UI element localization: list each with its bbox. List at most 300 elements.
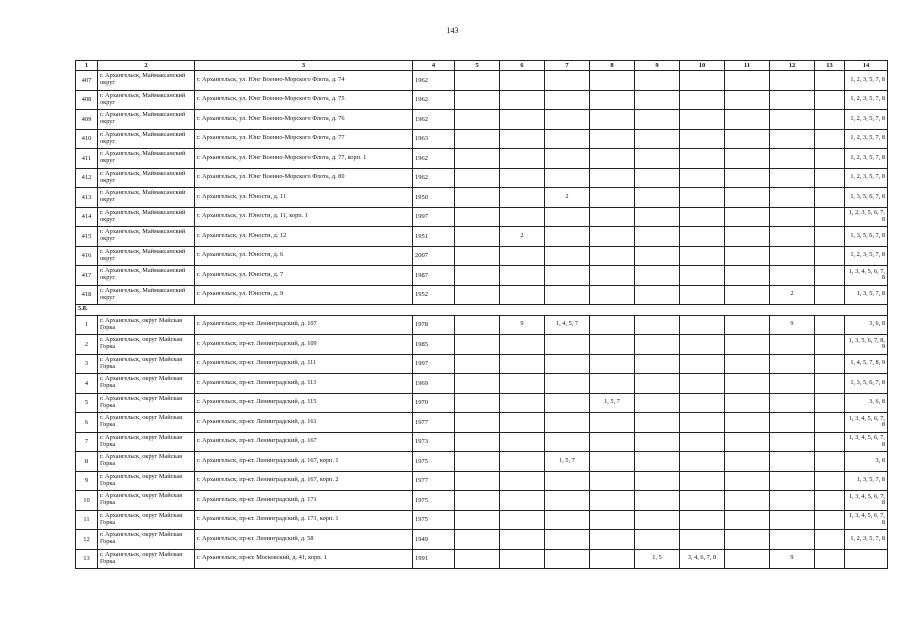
district-cell: г. Архангельск, округ Майская Горка (98, 530, 195, 550)
col8-cell (590, 129, 635, 149)
col5-cell (455, 207, 500, 227)
col6-cell (500, 71, 545, 91)
col11-cell (725, 71, 770, 91)
col5-cell (455, 168, 500, 188)
col6-cell (500, 354, 545, 374)
col10-cell (680, 90, 725, 110)
col8-cell (590, 549, 635, 569)
col13-cell (815, 335, 845, 355)
col7-cell (545, 530, 590, 550)
col12-cell: 9 (770, 315, 815, 335)
col8-cell (590, 491, 635, 511)
col5-cell (455, 129, 500, 149)
col7-cell (545, 354, 590, 374)
col14-cell (845, 549, 888, 569)
col8-cell (590, 71, 635, 91)
year-cell: 1975 (413, 510, 455, 530)
table-row (76, 471, 888, 491)
col14-cell: 3, 6, 8 (845, 315, 888, 335)
col9-cell (635, 129, 680, 149)
col7-cell (545, 246, 590, 266)
district-cell: г. Архангельск, округ Майская Горка (98, 413, 195, 433)
address-cell: г. Архангельск, ул. Юнг Военно-Морского Флота, д. 77 (195, 129, 413, 149)
table-row (76, 432, 888, 452)
column-header: 12 (770, 61, 815, 71)
table-row (76, 530, 888, 550)
col12-cell: 2 (770, 285, 815, 305)
column-header: 8 (590, 61, 635, 71)
col6-cell (500, 374, 545, 394)
row-number-cell: 418 (76, 285, 98, 305)
col11-cell (725, 266, 770, 286)
col12-cell (770, 71, 815, 91)
col13-cell (815, 393, 845, 413)
address-cell: г. Архангельск, пр-кт. Ленинградский, д. 109 (195, 335, 413, 355)
address-cell: г. Архангельск, пр-кт. Ленинградский, д. 167, корп. 2 (195, 471, 413, 491)
column-header: 3 (195, 61, 413, 71)
col14-cell: 1, 3, 5, 6, 7, 8 (845, 227, 888, 247)
year-cell: 1962 (413, 168, 455, 188)
col6-cell (500, 432, 545, 452)
col11-cell (725, 90, 770, 110)
table-row (76, 71, 888, 91)
col9-cell (635, 188, 680, 208)
col11-cell (725, 335, 770, 355)
col12-cell (770, 354, 815, 374)
col13-cell (815, 530, 845, 550)
col12-cell (770, 413, 815, 433)
col6-cell (500, 471, 545, 491)
col12-cell (770, 149, 815, 169)
table-row (76, 149, 888, 169)
col11-cell (725, 471, 770, 491)
address-cell: г. Архангельск, ул. Юнг Военно-Морского Флота, д. 77, корп. 1 (195, 149, 413, 169)
col9-cell (635, 432, 680, 452)
col14-cell: 3, 8 (845, 452, 888, 472)
col13-cell (815, 129, 845, 149)
col6-cell (500, 207, 545, 227)
district-cell: г. Архангельск, Маймаксанский округ (98, 285, 195, 305)
col8-cell (590, 510, 635, 530)
col12-cell: 9 (770, 549, 815, 569)
col6-cell (500, 530, 545, 550)
year-cell: 1973 (413, 432, 455, 452)
col5-cell (455, 393, 500, 413)
row-number-cell: 415 (76, 227, 98, 247)
col12-cell (770, 491, 815, 511)
col14-cell: 1, 3, 5, 7, 8 (845, 471, 888, 491)
col10-cell (680, 285, 725, 305)
col10-cell (680, 530, 725, 550)
col13-cell (815, 246, 845, 266)
col6-cell (500, 491, 545, 511)
col5-cell (455, 90, 500, 110)
address-cell: г. Архангельск, ул. Юнг Военно-Морского Флота, д. 75 (195, 90, 413, 110)
district-cell: г. Архангельск, округ Майская Горка (98, 549, 195, 569)
table-row (76, 129, 888, 149)
col6-cell: 2 (500, 227, 545, 247)
table-row (76, 374, 888, 394)
col8-cell (590, 168, 635, 188)
col7-cell (545, 374, 590, 394)
col9-cell (635, 335, 680, 355)
col13-cell (815, 549, 845, 569)
housing-register-table (75, 60, 888, 569)
address-cell: г. Архангельск, ул. Юности, д. 9 (195, 285, 413, 305)
col7-cell (545, 266, 590, 286)
column-header: 7 (545, 61, 590, 71)
col5-cell (455, 266, 500, 286)
column-header: 9 (635, 61, 680, 71)
col5-cell (455, 246, 500, 266)
row-number-cell: 414 (76, 207, 98, 227)
col9-cell (635, 530, 680, 550)
col8-cell (590, 266, 635, 286)
col5-cell (455, 549, 500, 569)
year-cell: 1962 (413, 90, 455, 110)
address-cell: г. Архангельск, пр-кт. Ленинградский, д. 161 (195, 413, 413, 433)
col8-cell (590, 110, 635, 130)
col12-cell (770, 266, 815, 286)
district-cell: г. Архангельск, округ Майская Горка (98, 393, 195, 413)
row-number-cell: 6 (76, 413, 98, 433)
col14-cell: 1, 3, 4, 5, 6, 7, 8 (845, 510, 888, 530)
table-row (76, 549, 888, 569)
year-cell: 1969 (413, 374, 455, 394)
col6-cell (500, 90, 545, 110)
col5-cell (455, 530, 500, 550)
col10-cell: 3, 4, 6, 7, 8 (680, 549, 725, 569)
col13-cell (815, 374, 845, 394)
col7-cell (545, 491, 590, 511)
col8-cell (590, 335, 635, 355)
address-cell: г. Архангельск, ул. Юности, д. 6 (195, 246, 413, 266)
col10-cell (680, 188, 725, 208)
table-row (76, 393, 888, 413)
col10-cell (680, 129, 725, 149)
col11-cell (725, 110, 770, 130)
col14-cell: 1, 3, 5, 6, 7, 8 (845, 188, 888, 208)
col13-cell (815, 227, 845, 247)
year-cell: 1977 (413, 413, 455, 433)
table-row (76, 285, 888, 305)
address-cell: г. Архангельск, пр-кт. Ленинградский, д. 171 (195, 491, 413, 511)
col5-cell (455, 452, 500, 472)
col14-cell: 1, 3, 4, 5, 6, 7, 8 (845, 266, 888, 286)
col6-cell (500, 413, 545, 433)
row-number-cell: 13 (76, 549, 98, 569)
col10-cell (680, 110, 725, 130)
year-cell: 1987 (413, 266, 455, 286)
address-cell: г. Архангельск, ул. Юности, д. 7 (195, 266, 413, 286)
row-number-cell: 409 (76, 110, 98, 130)
column-header: 6 (500, 61, 545, 71)
col11-cell (725, 188, 770, 208)
col7-cell (545, 510, 590, 530)
table-row (76, 110, 888, 130)
col10-cell (680, 246, 725, 266)
col10-cell (680, 491, 725, 511)
col12-cell (770, 246, 815, 266)
district-cell: г. Архангельск, Маймаксанский округ (98, 110, 195, 130)
district-cell: г. Архангельск, Маймаксанский округ (98, 207, 195, 227)
year-cell: 1977 (413, 471, 455, 491)
address-cell: г. Архангельск, ул. Юнг Военно-Морского Флота, д. 74 (195, 71, 413, 91)
col12-cell (770, 452, 815, 472)
col7-cell: 1, 5, 7 (545, 452, 590, 472)
col7-cell (545, 110, 590, 130)
col13-cell (815, 432, 845, 452)
row-number-cell: 8 (76, 452, 98, 472)
address-cell: г. Архангельск, пр-кт. Ленинградский, д. 58 (195, 530, 413, 550)
col14-cell: 1, 2, 3, 5, 7, 8 (845, 168, 888, 188)
col12-cell (770, 530, 815, 550)
col10-cell (680, 374, 725, 394)
table-row (76, 354, 888, 374)
district-cell: г. Архангельск, округ Майская Горка (98, 471, 195, 491)
district-cell: г. Архангельск, Маймаксанский округ (98, 188, 195, 208)
col14-cell: 1, 2, 3, 5, 7, 8 (845, 129, 888, 149)
col11-cell (725, 393, 770, 413)
address-cell: г. Архангельск, ул. Юности, д. 12 (195, 227, 413, 247)
col12-cell (770, 471, 815, 491)
col8-cell (590, 90, 635, 110)
col11-cell (725, 374, 770, 394)
col5-cell (455, 71, 500, 91)
row-number-cell: 417 (76, 266, 98, 286)
row-number-cell: 411 (76, 149, 98, 169)
col12-cell (770, 188, 815, 208)
col8-cell (590, 149, 635, 169)
col9-cell (635, 149, 680, 169)
col7-cell (545, 413, 590, 433)
col12-cell (770, 168, 815, 188)
col5-cell (455, 354, 500, 374)
col10-cell (680, 227, 725, 247)
col13-cell (815, 285, 845, 305)
col9-cell (635, 71, 680, 91)
col13-cell (815, 315, 845, 335)
col13-cell (815, 149, 845, 169)
column-header: 4 (413, 61, 455, 71)
year-cell: 1952 (413, 285, 455, 305)
col13-cell (815, 471, 845, 491)
district-cell: г. Архангельск, округ Майская Горка (98, 315, 195, 335)
year-cell: 1975 (413, 491, 455, 511)
col7-cell (545, 432, 590, 452)
col5-cell (455, 374, 500, 394)
col5-cell (455, 510, 500, 530)
col11-cell (725, 452, 770, 472)
table-row (76, 315, 888, 335)
table-row (76, 413, 888, 433)
col5-cell (455, 471, 500, 491)
row-number-cell: 4 (76, 374, 98, 394)
col9-cell (635, 491, 680, 511)
year-cell: 1975 (413, 452, 455, 472)
col6-cell (500, 510, 545, 530)
col13-cell (815, 110, 845, 130)
col9-cell (635, 393, 680, 413)
col8-cell (590, 285, 635, 305)
page-number: 143 (446, 26, 459, 35)
col7-cell: 1, 4, 5, 7 (545, 315, 590, 335)
year-cell: 1991 (413, 549, 455, 569)
col11-cell (725, 315, 770, 335)
col5-cell (455, 188, 500, 208)
district-cell: г. Архангельск, Маймаксанский округ (98, 227, 195, 247)
row-number-cell: 1 (76, 315, 98, 335)
year-cell: 1963 (413, 129, 455, 149)
address-cell: г. Архангельск, ул. Юности, д. 11 (195, 188, 413, 208)
table-row (76, 207, 888, 227)
col9-cell: 1, 5 (635, 549, 680, 569)
col6-cell (500, 335, 545, 355)
column-header: 11 (725, 61, 770, 71)
district-cell: г. Архангельск, округ Майская Горка (98, 354, 195, 374)
district-cell: г. Архангельск, округ Майская Горка (98, 335, 195, 355)
col8-cell (590, 315, 635, 335)
col14-cell: 1, 2, 3, 5, 7, 8 (845, 530, 888, 550)
col7-cell (545, 207, 590, 227)
col8-cell (590, 188, 635, 208)
col6-cell (500, 129, 545, 149)
row-number-cell: 410 (76, 129, 98, 149)
col8-cell: 1, 5, 7 (590, 393, 635, 413)
col10-cell (680, 266, 725, 286)
address-cell: г. Архангельск, ул. Юнг Военно-Морского Флота, д. 76 (195, 110, 413, 130)
col13-cell (815, 413, 845, 433)
col9-cell (635, 510, 680, 530)
table-row (76, 227, 888, 247)
col11-cell (725, 510, 770, 530)
year-cell: 1970 (413, 393, 455, 413)
district-cell: г. Архангельск, округ Майская Горка (98, 452, 195, 472)
row-number-cell: 10 (76, 491, 98, 511)
col5-cell (455, 491, 500, 511)
district-cell: г. Архангельск, Маймаксанский округ (98, 71, 195, 91)
address-cell: г. Архангельск, пр-кт. Ленинградский, д. 111 (195, 354, 413, 374)
col7-cell (545, 129, 590, 149)
col8-cell (590, 246, 635, 266)
col9-cell (635, 207, 680, 227)
col13-cell (815, 266, 845, 286)
address-cell: г. Архангельск, пр-кт. Ленинградский, д. 107 (195, 315, 413, 335)
col10-cell (680, 413, 725, 433)
col9-cell (635, 315, 680, 335)
row-number-cell: 408 (76, 90, 98, 110)
col11-cell (725, 168, 770, 188)
table-row (76, 246, 888, 266)
col5-cell (455, 315, 500, 335)
col12-cell (770, 110, 815, 130)
table-row (76, 335, 888, 355)
col14-cell: 1, 2, 3, 5, 7, 8 (845, 149, 888, 169)
table-row (76, 510, 888, 530)
col7-cell (545, 285, 590, 305)
column-header-row (76, 61, 888, 71)
column-header: 5 (455, 61, 500, 71)
col9-cell (635, 266, 680, 286)
col10-cell (680, 71, 725, 91)
col10-cell (680, 207, 725, 227)
year-cell: 1962 (413, 71, 455, 91)
address-cell: г. Архангельск, пр-кт. Ленинградский, д. 115 (195, 393, 413, 413)
col6-cell (500, 452, 545, 472)
district-cell: г. Архангельск, Маймаксанский округ (98, 266, 195, 286)
section-row (76, 305, 888, 316)
col10-cell (680, 168, 725, 188)
col11-cell (725, 549, 770, 569)
table-row (76, 188, 888, 208)
col6-cell (500, 168, 545, 188)
col12-cell (770, 510, 815, 530)
col7-cell: 2 (545, 188, 590, 208)
year-cell: 1997 (413, 207, 455, 227)
col14-cell: 1, 3, 4, 5, 6, 7, 8 (845, 432, 888, 452)
col13-cell (815, 354, 845, 374)
col7-cell (545, 90, 590, 110)
col5-cell (455, 432, 500, 452)
col14-cell: 1, 2, 3, 5, 7, 8 (845, 90, 888, 110)
col11-cell (725, 432, 770, 452)
district-cell: г. Архангельск, округ Майская Горка (98, 374, 195, 394)
col11-cell (725, 246, 770, 266)
col11-cell (725, 149, 770, 169)
col5-cell (455, 110, 500, 130)
col7-cell (545, 471, 590, 491)
col12-cell (770, 90, 815, 110)
column-header: 2 (98, 61, 195, 71)
col7-cell (545, 227, 590, 247)
col11-cell (725, 207, 770, 227)
col14-cell: 1, 3, 4, 5, 6, 7, 8 (845, 491, 888, 511)
district-cell: г. Архангельск, округ Майская Горка (98, 432, 195, 452)
col10-cell (680, 393, 725, 413)
col14-cell: 1, 2, 3, 5, 6, 7, 8 (845, 207, 888, 227)
col14-cell: 1, 3, 5, 6, 7, 8 (845, 374, 888, 394)
col14-cell: 1, 3, 5, 7, 8 (845, 285, 888, 305)
table-row (76, 266, 888, 286)
col10-cell (680, 452, 725, 472)
year-cell: 1951 (413, 227, 455, 247)
column-header: 1 (76, 61, 98, 71)
col14-cell: 1, 3, 4, 5, 6, 7, 8 (845, 413, 888, 433)
table-body (76, 61, 888, 569)
col5-cell (455, 413, 500, 433)
col6-cell (500, 246, 545, 266)
row-number-cell: 9 (76, 471, 98, 491)
col13-cell (815, 168, 845, 188)
table-row (76, 491, 888, 511)
address-cell: г. Архангельск, пр-кт. Московский, д. 41, корп. 1 (195, 549, 413, 569)
col14-cell: 1, 2, 3, 5, 7, 8 (845, 246, 888, 266)
col5-cell (455, 285, 500, 305)
col10-cell (680, 510, 725, 530)
table-row (76, 90, 888, 110)
year-cell: 1950 (413, 188, 455, 208)
col10-cell (680, 335, 725, 355)
year-cell: 1985 (413, 335, 455, 355)
col10-cell (680, 432, 725, 452)
col13-cell (815, 452, 845, 472)
address-cell: г. Архангельск, пр-кт. Ленинградский, д. 167, корп. 1 (195, 452, 413, 472)
table-row (76, 168, 888, 188)
address-cell: г. Архангельск, пр-кт. Ленинградский, д. 113 (195, 374, 413, 394)
col9-cell (635, 110, 680, 130)
district-cell: г. Архангельск, Маймаксанский округ (98, 129, 195, 149)
col7-cell (545, 168, 590, 188)
